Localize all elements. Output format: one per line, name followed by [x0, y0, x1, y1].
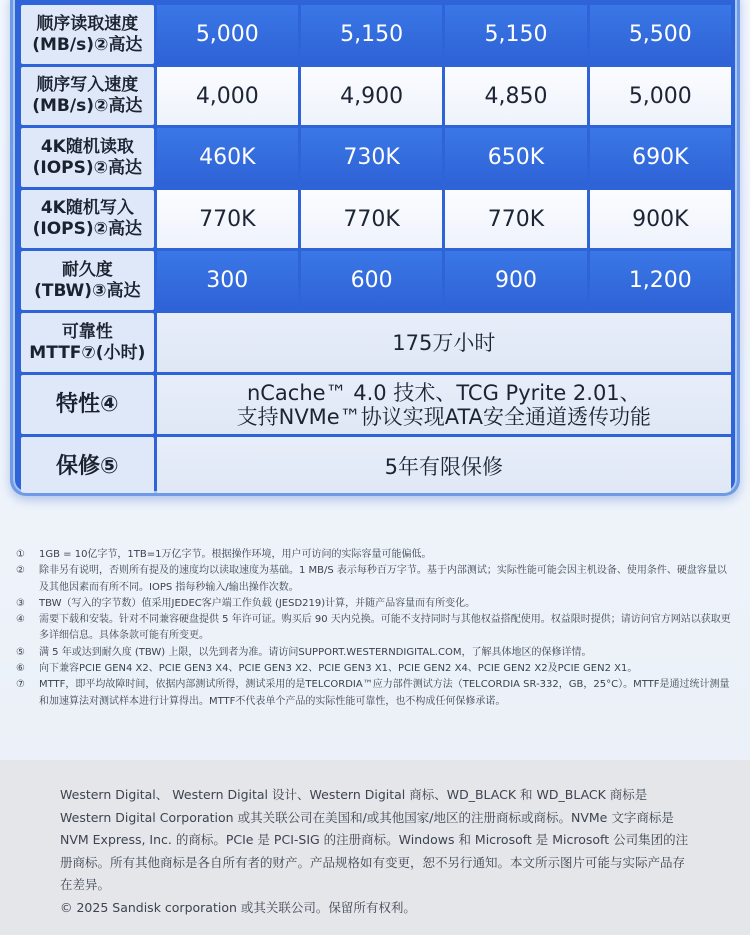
features-value-line: 支持NVMe™协议实现ATA安全通道透传功能 [236, 404, 652, 429]
footnote-number: ② [16, 565, 25, 577]
footnote-text: 1GB = 10亿字节，1TB=1万亿字节。根据操作环境，用户可访问的实际容量可能偏低。 [39, 549, 432, 560]
spec-row-label-line: 顺序写入速度 [36, 75, 139, 95]
legal-text: Western Digital、 Western Digital 设计、Western Digital 商标、WD_BLACK 和 WD_BLACK 商标是 Western Digital Corporation 或其关联公司在美国和/或其他国家/地区的注册商标或商标。NVMe 文字商标是 NVM Express, Inc. 的商标。PCIe 是 PCI-SIG 的注册商标。Windows 和 Microsoft 是 Microsoft 公司集团的注册商标。所有其他商标是各自所有者的财产。产品规格如有变更，恕不另行通知。本文所示图片可能与实际产品存在差异。 [60, 787, 689, 892]
features-label: 特性④ [21, 375, 154, 434]
warranty-value: 5年有限保修 [157, 437, 731, 496]
spec-row [21, 190, 731, 248]
spec-value-cell: 5,000 [157, 5, 298, 64]
spec-value-cell: 460K [157, 128, 298, 187]
footnote-number: ① [16, 549, 25, 560]
mttf-value: 175万小时 [157, 313, 731, 372]
footnote [16, 677, 736, 710]
footnote-number: ⑥ [16, 663, 25, 675]
footnote-text: 向下兼容PCIE GEN4 X2、PCIE GEN3 X4、PCIE GEN3 X2、PCIE GEN3 X1、PCIE GEN2 X4、PCIE GEN2 X2及PCIE GEN2 X1。 [39, 663, 638, 675]
spec-value-cell: 600 [301, 251, 442, 310]
spec-row-label [21, 190, 154, 248]
legal-section [0, 760, 750, 935]
mttf-row [21, 313, 731, 372]
spec-row [21, 5, 731, 64]
spec-value-cell: 770K [445, 190, 586, 248]
spec-value-cell: 5,500 [590, 5, 731, 64]
spec-value-cell: 5,000 [590, 67, 731, 125]
footnote [16, 563, 736, 596]
spec-value-cell: 5,150 [445, 5, 586, 64]
spec-row-label-line: 耐久度 [61, 259, 113, 280]
spec-value-cell: 650K [445, 128, 586, 187]
spec-value-cell: 1,200 [590, 251, 731, 310]
footnote-number: ⑦ [16, 679, 25, 691]
spec-row-label-line: (TBW)③高达 [34, 280, 141, 301]
mttf-label-line: 可靠性 [61, 321, 113, 342]
footnote-text: 除非另有说明，否则所有提及的速度均以读取速度为基础。1 MB/S 表示每秒百万字节。基于内部测试；实际性能可能会因主机设备、使用条件、硬盘容量以及其他因素而有所不同。IOPS 指每秒输入/输出操作次数。 [39, 565, 727, 593]
spec-row-label-line: 4K随机写入 [40, 198, 134, 218]
warranty-label: 保修⑤ [21, 437, 154, 496]
spec-row-label-line: (MB/s)②高达 [32, 96, 143, 116]
footnote [16, 612, 736, 645]
spec-row-label [21, 128, 154, 187]
footnote-text: MTTF，即平均故障时间，依据内部测试所得，测试采用的是TELCORDIA™应力部件测试方法（TELCORDIA SR-332，GB，25°C）。MTTF是通过统计测量和加速算法对测试样本进行计算得出。MTTF不代表单个产品的实际性能可靠性，也不构成任何保修承诺。 [39, 679, 730, 707]
spec-row-label-line: 顺序读取速度 [36, 13, 139, 34]
footnote [16, 547, 736, 563]
footnote-number: ③ [16, 597, 25, 609]
spec-row-label-line: (IOPS)②高达 [32, 219, 143, 239]
mttf-label [21, 313, 154, 372]
spec-row-label-line: (IOPS)②高达 [32, 157, 143, 178]
footnotes [16, 547, 736, 710]
spec-row-label-line: 4K随机读取 [40, 136, 134, 157]
spec-table-frame [10, 0, 740, 496]
spec-value-cell: 4,000 [157, 67, 298, 125]
spec-value-cell: 770K [301, 190, 442, 248]
spec-value-cell: 690K [590, 128, 731, 187]
warranty-row [21, 437, 731, 496]
spec-row [21, 251, 731, 310]
features-value-line: nCache™ 4.0 技术、TCG Pyrite 2.01、 [246, 380, 641, 405]
footnote-text: 满 5 年或达到耐久度 (TBW) 上限，以先到者为准。请访问SUPPORT.WESTERNDIGITAL.COM，了解具体地区的保修详情。 [39, 646, 592, 658]
footnote-number: ④ [16, 614, 25, 626]
spec-row-label-line: (MB/s)②高达 [32, 34, 143, 55]
spec-value-cell: 4,900 [301, 67, 442, 125]
footnote [16, 645, 736, 661]
spec-value-cell: 900K [590, 190, 731, 248]
spec-table [18, 2, 734, 496]
features-value [157, 375, 731, 434]
spec-value-cell: 770K [157, 190, 298, 248]
spec-value-cell: 5,150 [301, 5, 442, 64]
footnote [16, 596, 736, 612]
spec-row [21, 128, 731, 187]
spec-value-cell: 730K [301, 128, 442, 187]
spec-value-cell: 300 [157, 251, 298, 310]
footnote-text: TBW（写入的字节数）值采用JEDEC客户端工作负载 (JESD219)计算，并随产品容量而有所变化。 [39, 597, 476, 609]
spec-row [21, 67, 731, 125]
copyright-text: © 2025 Sandisk corporation 或其关联公司。保留所有权利。 [60, 899, 416, 915]
spec-row-label [21, 251, 154, 310]
mttf-label-line: MTTF⑦(小时) [29, 342, 146, 363]
spec-row-label [21, 67, 154, 125]
features-row [21, 375, 731, 434]
spec-value-cell: 4,850 [445, 67, 586, 125]
footnote-number: ⑤ [16, 646, 25, 658]
spec-row-label [21, 5, 154, 64]
footnote [16, 661, 736, 677]
spec-value-cell: 900 [445, 251, 586, 310]
footnote-text: 需要下载和安装。针对不同兼容硬盘提供 5 年许可证。购买后 90 天内兑换。可能不支持同时与其他权益搭配使用。权益限时提供；请访问官方网站以获取更多详细信息。具体条款可能有所变更。 [39, 614, 731, 642]
